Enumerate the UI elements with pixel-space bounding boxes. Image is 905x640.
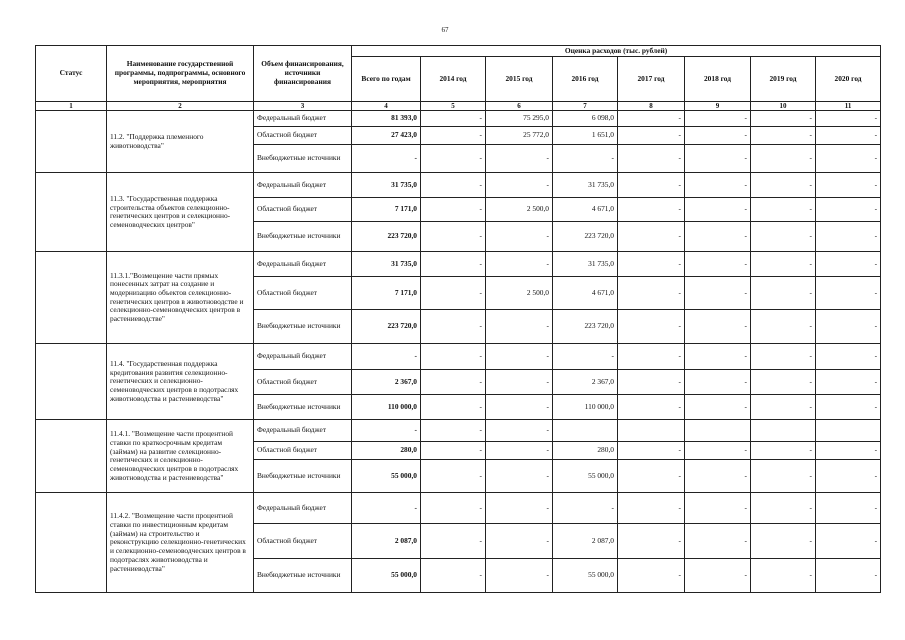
year-cell-2014: -: [421, 460, 486, 493]
header-status: Статус: [36, 46, 107, 102]
year-cell-2020: -: [816, 524, 881, 559]
total-cell: 280,0: [352, 442, 421, 460]
funding-source: Федеральный бюджет: [254, 111, 352, 127]
table-row: [36, 111, 881, 127]
year-cell-2020: -: [816, 493, 881, 524]
column-number: 5: [421, 102, 486, 111]
table-row: [36, 420, 881, 442]
column-number: 9: [685, 102, 751, 111]
funding-source: Областной бюджет: [254, 127, 352, 145]
year-cell-2014: -: [421, 420, 486, 442]
year-cell-2020: -: [816, 559, 881, 593]
year-cell-2020: -: [816, 460, 881, 493]
year-cell-2017: -: [618, 344, 685, 370]
total-cell: 110 000,0: [352, 395, 421, 420]
year-cell-2018: -: [685, 310, 751, 344]
year-cell-2020: -: [816, 344, 881, 370]
total-cell: 2 087,0: [352, 524, 421, 559]
year-cell-2018: -: [685, 493, 751, 524]
year-cell-2019: -: [751, 370, 816, 395]
year-cell-2019: -: [751, 442, 816, 460]
year-cell-2017: -: [618, 310, 685, 344]
year-cell-2020: -: [816, 111, 881, 127]
year-cell-2018: -: [685, 460, 751, 493]
year-cell-2014: -: [421, 252, 486, 277]
total-cell: 31 735,0: [352, 173, 421, 198]
header-year-2016: 2016 год: [553, 57, 618, 102]
year-cell-2016: 55 000,0: [553, 559, 618, 593]
funding-source: Областной бюджет: [254, 370, 352, 395]
year-cell-2019: -: [751, 310, 816, 344]
year-cell-2018: -: [685, 442, 751, 460]
year-cell-2014: -: [421, 145, 486, 173]
status-cell: [36, 111, 107, 173]
table-body: [36, 111, 881, 593]
total-cell: 81 393,0: [352, 111, 421, 127]
status-cell: [36, 252, 107, 344]
year-cell-2018: -: [685, 198, 751, 222]
total-cell: 7 171,0: [352, 277, 421, 310]
table-row: [36, 344, 881, 370]
total-cell: 27 423,0: [352, 127, 421, 145]
year-cell-2015: 2 500,0: [486, 198, 553, 222]
funding-source: Областной бюджет: [254, 442, 352, 460]
year-cell-2016: 223 720,0: [553, 222, 618, 252]
year-cell-2020: -: [816, 145, 881, 173]
table-row: [36, 252, 881, 277]
column-number: 10: [751, 102, 816, 111]
year-cell-2020: -: [816, 395, 881, 420]
year-cell-2015: 2 500,0: [486, 277, 553, 310]
header-estimate: Оценка расходов (тыс. рублей): [352, 46, 881, 57]
year-cell-2014: -: [421, 493, 486, 524]
page-number: 67: [441, 26, 449, 34]
header-year-2015: 2015 год: [486, 57, 553, 102]
year-cell-2014: -: [421, 173, 486, 198]
year-cell-2015: -: [486, 344, 553, 370]
year-cell-2014: -: [421, 559, 486, 593]
budget-table: [35, 45, 881, 593]
year-cell-2019: -: [751, 493, 816, 524]
year-cell-2019: -: [751, 222, 816, 252]
funding-source: Внебюджетные источники: [254, 460, 352, 493]
year-cell-2020: -: [816, 370, 881, 395]
table-row: [36, 173, 881, 198]
year-cell-2014: -: [421, 127, 486, 145]
year-cell-2016: -: [553, 493, 618, 524]
year-cell-2018: -: [685, 559, 751, 593]
funding-source: Федеральный бюджет: [254, 420, 352, 442]
year-cell-2014: -: [421, 344, 486, 370]
year-cell-2014: -: [421, 277, 486, 310]
year-cell-2017: -: [618, 222, 685, 252]
year-cell-2019: -: [751, 145, 816, 173]
year-cell-2020: -: [816, 442, 881, 460]
year-cell-2016: 4 671,0: [553, 198, 618, 222]
year-cell-2014: -: [421, 524, 486, 559]
year-cell-2015: -: [486, 395, 553, 420]
year-cell-2019: -: [751, 460, 816, 493]
total-cell: -: [352, 145, 421, 173]
header-year-2017: 2017 год: [618, 57, 685, 102]
year-cell-2017: -: [618, 493, 685, 524]
year-cell-2016: -: [553, 344, 618, 370]
year-cell-2015: -: [486, 524, 553, 559]
total-cell: 55 000,0: [352, 460, 421, 493]
year-cell-2015: -: [486, 145, 553, 173]
table-header: [36, 46, 881, 111]
funding-source: Внебюджетные источники: [254, 395, 352, 420]
year-cell-2016: -: [553, 145, 618, 173]
year-cell-2015: -: [486, 252, 553, 277]
funding-source: Внебюджетные источники: [254, 310, 352, 344]
year-cell-2017: -: [618, 127, 685, 145]
header-year-2018: 2018 год: [685, 57, 751, 102]
column-number: 2: [107, 102, 254, 111]
column-number: 8: [618, 102, 685, 111]
year-cell-2016: 223 720,0: [553, 310, 618, 344]
total-cell: 223 720,0: [352, 310, 421, 344]
year-cell-2016: 280,0: [553, 442, 618, 460]
year-cell-2014: -: [421, 198, 486, 222]
year-cell-2019: -: [751, 277, 816, 310]
year-cell-2020: -: [816, 222, 881, 252]
year-cell-2020: -: [816, 277, 881, 310]
year-cell-2020: -: [816, 252, 881, 277]
header-year-2014: 2014 год: [421, 57, 486, 102]
year-cell-2017: -: [618, 524, 685, 559]
year-cell-2018: -: [685, 370, 751, 395]
table-row: [36, 493, 881, 524]
year-cell-2019: -: [751, 559, 816, 593]
total-cell: 223 720,0: [352, 222, 421, 252]
year-cell-2019: -: [751, 111, 816, 127]
status-cell: [36, 173, 107, 252]
measure-name: 11.3. "Государственная поддержка строительства объектов селекционно-генетических центров и селекционно-семеноводческих центров": [107, 173, 254, 252]
year-cell-2020: -: [816, 310, 881, 344]
funding-source: Федеральный бюджет: [254, 173, 352, 198]
year-cell-2019: -: [751, 252, 816, 277]
year-cell-2018: [685, 420, 751, 442]
year-cell-2015: -: [486, 442, 553, 460]
year-cell-2014: -: [421, 111, 486, 127]
year-cell-2018: -: [685, 395, 751, 420]
header-year-2020: 2020 год: [816, 57, 881, 102]
year-cell-2018: -: [685, 111, 751, 127]
year-cell-2019: -: [751, 395, 816, 420]
column-number-row: [36, 102, 881, 111]
column-number: 6: [486, 102, 553, 111]
measure-name: 11.2. "Поддержка племенного животноводства": [107, 111, 254, 173]
year-cell-2017: -: [618, 173, 685, 198]
year-cell-2015: 25 772,0: [486, 127, 553, 145]
year-cell-2015: -: [486, 420, 553, 442]
year-cell-2015: -: [486, 173, 553, 198]
year-cell-2018: -: [685, 145, 751, 173]
year-cell-2016: 31 735,0: [553, 173, 618, 198]
total-cell: 2 367,0: [352, 370, 421, 395]
column-number: 3: [254, 102, 352, 111]
header-volume: Объем финансирования, источники финансирования: [254, 46, 352, 102]
funding-source: Областной бюджет: [254, 277, 352, 310]
year-cell-2015: -: [486, 493, 553, 524]
year-cell-2016: 31 735,0: [553, 252, 618, 277]
total-cell: -: [352, 344, 421, 370]
funding-source: Областной бюджет: [254, 198, 352, 222]
total-cell: 7 171,0: [352, 198, 421, 222]
funding-source: Областной бюджет: [254, 524, 352, 559]
funding-source: Федеральный бюджет: [254, 344, 352, 370]
year-cell-2015: -: [486, 310, 553, 344]
year-cell-2017: -: [618, 198, 685, 222]
year-cell-2016: 2 087,0: [553, 524, 618, 559]
year-cell-2015: -: [486, 460, 553, 493]
total-cell: 31 735,0: [352, 252, 421, 277]
year-cell-2016: 55 000,0: [553, 460, 618, 493]
column-number: 1: [36, 102, 107, 111]
status-cell: [36, 493, 107, 593]
funding-source: Федеральный бюджет: [254, 493, 352, 524]
year-cell-2017: -: [618, 111, 685, 127]
year-cell-2018: -: [685, 344, 751, 370]
total-cell: 55 000,0: [352, 559, 421, 593]
year-cell-2020: [816, 420, 881, 442]
status-cell: [36, 344, 107, 420]
year-cell-2020: -: [816, 127, 881, 145]
year-cell-2017: -: [618, 145, 685, 173]
year-cell-2018: -: [685, 173, 751, 198]
year-cell-2014: -: [421, 442, 486, 460]
column-number: 4: [352, 102, 421, 111]
year-cell-2015: -: [486, 222, 553, 252]
year-cell-2016: [553, 420, 618, 442]
year-cell-2018: -: [685, 277, 751, 310]
year-cell-2017: -: [618, 370, 685, 395]
measure-name: 11.4.2. "Возмещение части процентной ставки по инвестиционным кредитам (займам) на строительство и реконструкцию селекционно-генетических и селекционно-семеноводческих центров в подотраслях животноводства и растениеводства": [107, 493, 254, 593]
year-cell-2019: -: [751, 344, 816, 370]
year-cell-2016: 1 651,0: [553, 127, 618, 145]
column-number: 11: [816, 102, 881, 111]
year-cell-2016: 4 671,0: [553, 277, 618, 310]
year-cell-2017: [618, 420, 685, 442]
total-cell: -: [352, 493, 421, 524]
year-cell-2018: -: [685, 524, 751, 559]
year-cell-2014: -: [421, 310, 486, 344]
header-program: Наименование государственной программы, подпрограммы, основного мероприятия, мероприятия: [107, 46, 254, 102]
measure-name: 11.4.1. "Возмещение части процентной ставки по краткосрочным кредитам (займам) на развитие селекционно-генетических и селекционно-семеноводческих центров в подотраслях животноводства и растениеводства": [107, 420, 254, 493]
funding-source: Внебюджетные источники: [254, 222, 352, 252]
year-cell-2019: -: [751, 198, 816, 222]
year-cell-2018: -: [685, 222, 751, 252]
column-number: 7: [553, 102, 618, 111]
year-cell-2018: -: [685, 127, 751, 145]
funding-source: Федеральный бюджет: [254, 252, 352, 277]
year-cell-2014: -: [421, 370, 486, 395]
measure-name: 11.4. "Государственная поддержка кредитования развития селекционно-генетических и селекционно-семеноводческих центров в подотраслях животноводства и растениеводства": [107, 344, 254, 420]
year-cell-2019: -: [751, 173, 816, 198]
year-cell-2017: -: [618, 442, 685, 460]
year-cell-2017: -: [618, 559, 685, 593]
year-cell-2020: -: [816, 173, 881, 198]
year-cell-2016: 110 000,0: [553, 395, 618, 420]
year-cell-2015: 75 295,0: [486, 111, 553, 127]
header-year-2019: 2019 год: [751, 57, 816, 102]
year-cell-2016: 2 367,0: [553, 370, 618, 395]
status-cell: [36, 420, 107, 493]
year-cell-2019: [751, 420, 816, 442]
year-cell-2017: -: [618, 252, 685, 277]
year-cell-2016: 6 098,0: [553, 111, 618, 127]
measure-name: 11.3.1."Возмещение части прямых понесенных затрат на создание и модернизацию объектов селекционно-генетических центров в животноводстве и селекционно-семеноводческих центров в растениеводстве": [107, 252, 254, 344]
year-cell-2020: -: [816, 198, 881, 222]
year-cell-2018: -: [685, 252, 751, 277]
year-cell-2019: -: [751, 524, 816, 559]
year-cell-2019: -: [751, 127, 816, 145]
year-cell-2015: -: [486, 370, 553, 395]
funding-source: Внебюджетные источники: [254, 145, 352, 173]
total-cell: -: [352, 420, 421, 442]
year-cell-2017: -: [618, 460, 685, 493]
year-cell-2014: -: [421, 222, 486, 252]
header-total: Всего по годам: [352, 57, 421, 102]
year-cell-2014: -: [421, 395, 486, 420]
year-cell-2017: -: [618, 277, 685, 310]
funding-source: Внебюджетные источники: [254, 559, 352, 593]
year-cell-2017: -: [618, 395, 685, 420]
year-cell-2015: -: [486, 559, 553, 593]
